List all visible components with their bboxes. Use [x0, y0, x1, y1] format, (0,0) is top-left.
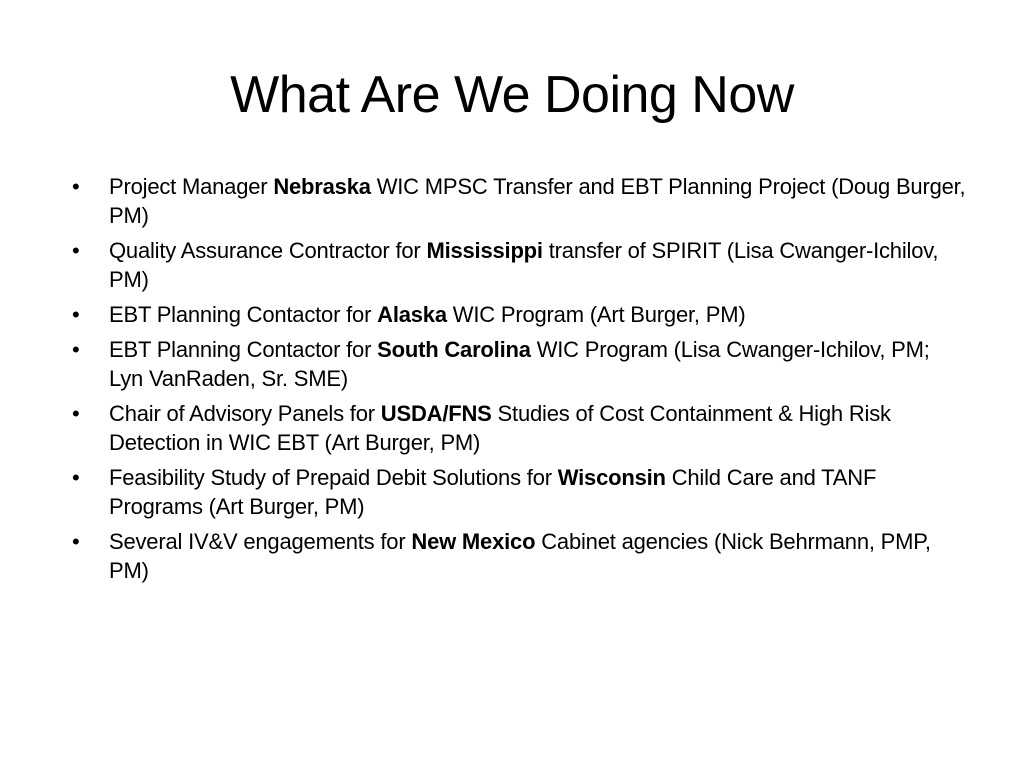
- bullet-item: [72, 335, 967, 393]
- bullet-text: [109, 465, 876, 519]
- bullet-icon: •: [72, 174, 80, 199]
- bullet-text-bold: Mississippi: [426, 238, 543, 263]
- bullet-text-before: Several IV&V engagements for: [109, 529, 412, 554]
- bullet-text-bold: Alaska: [377, 302, 447, 327]
- bullet-text-bold: New Mexico: [411, 529, 536, 554]
- bullet-text-bold: South Carolina: [377, 337, 531, 362]
- bullet-text: [109, 174, 965, 228]
- bullet-text: [109, 238, 938, 292]
- bullet-text-before: Chair of Advisory Panels for: [109, 401, 381, 426]
- bullet-icon: •: [72, 302, 80, 327]
- bullet-text-before: EBT Planning Contactor for: [109, 302, 378, 327]
- bullet-text-bold: Wisconsin: [557, 465, 666, 490]
- bullet-text: [109, 302, 745, 327]
- slide-title: What Are We Doing Now: [230, 66, 794, 124]
- bullet-item: [72, 172, 967, 230]
- bullet-item: [72, 527, 967, 585]
- bullet-text: [109, 337, 930, 391]
- bullet-text-after: WIC Program (Art Burger, PM): [446, 302, 746, 327]
- bullet-item: [72, 300, 967, 329]
- bullet-icon: •: [72, 401, 80, 426]
- bullet-text-after: Studies of Cost Containment & High Risk Detection in WIC EBT (Art Burger, PM): [109, 401, 891, 455]
- bullet-text-before: Project Manager: [109, 174, 274, 199]
- bullet-icon: •: [72, 529, 80, 554]
- bullet-text-after: Child Care and TANF Programs (Art Burger, PM): [109, 465, 877, 519]
- bullet-text-after: WIC MPSC Transfer and EBT Planning Project (Doug Burger, PM): [109, 174, 966, 228]
- bullet-item: [72, 463, 967, 521]
- bullet-icon: •: [72, 337, 80, 362]
- bullet-text-after: WIC Program (Lisa Cwanger-Ichilov, PM; Lyn VanRaden, Sr. SME): [109, 337, 930, 391]
- bullet-text-before: Quality Assurance Contractor for: [109, 238, 427, 263]
- bullet-text-before: EBT Planning Contactor for: [109, 337, 378, 362]
- bullet-item: [72, 399, 967, 457]
- bullet-icon: •: [72, 465, 80, 490]
- bullet-text-before: Feasibility Study of Prepaid Debit Solutions for: [109, 465, 558, 490]
- bullet-text-after: transfer of SPIRIT (Lisa Cwanger-Ichilov, PM): [109, 238, 939, 292]
- bullet-icon: •: [72, 238, 80, 263]
- bullet-text: [109, 529, 931, 583]
- bullet-text: [109, 401, 891, 455]
- bullet-text-bold: USDA/FNS: [380, 401, 492, 426]
- bullet-item: [72, 236, 967, 294]
- bullet-text-after: Cabinet agencies (Nick Behrmann, PMP, PM): [109, 529, 931, 583]
- bullet-text-bold: Nebraska: [273, 174, 371, 199]
- bullet-list: [72, 172, 967, 591]
